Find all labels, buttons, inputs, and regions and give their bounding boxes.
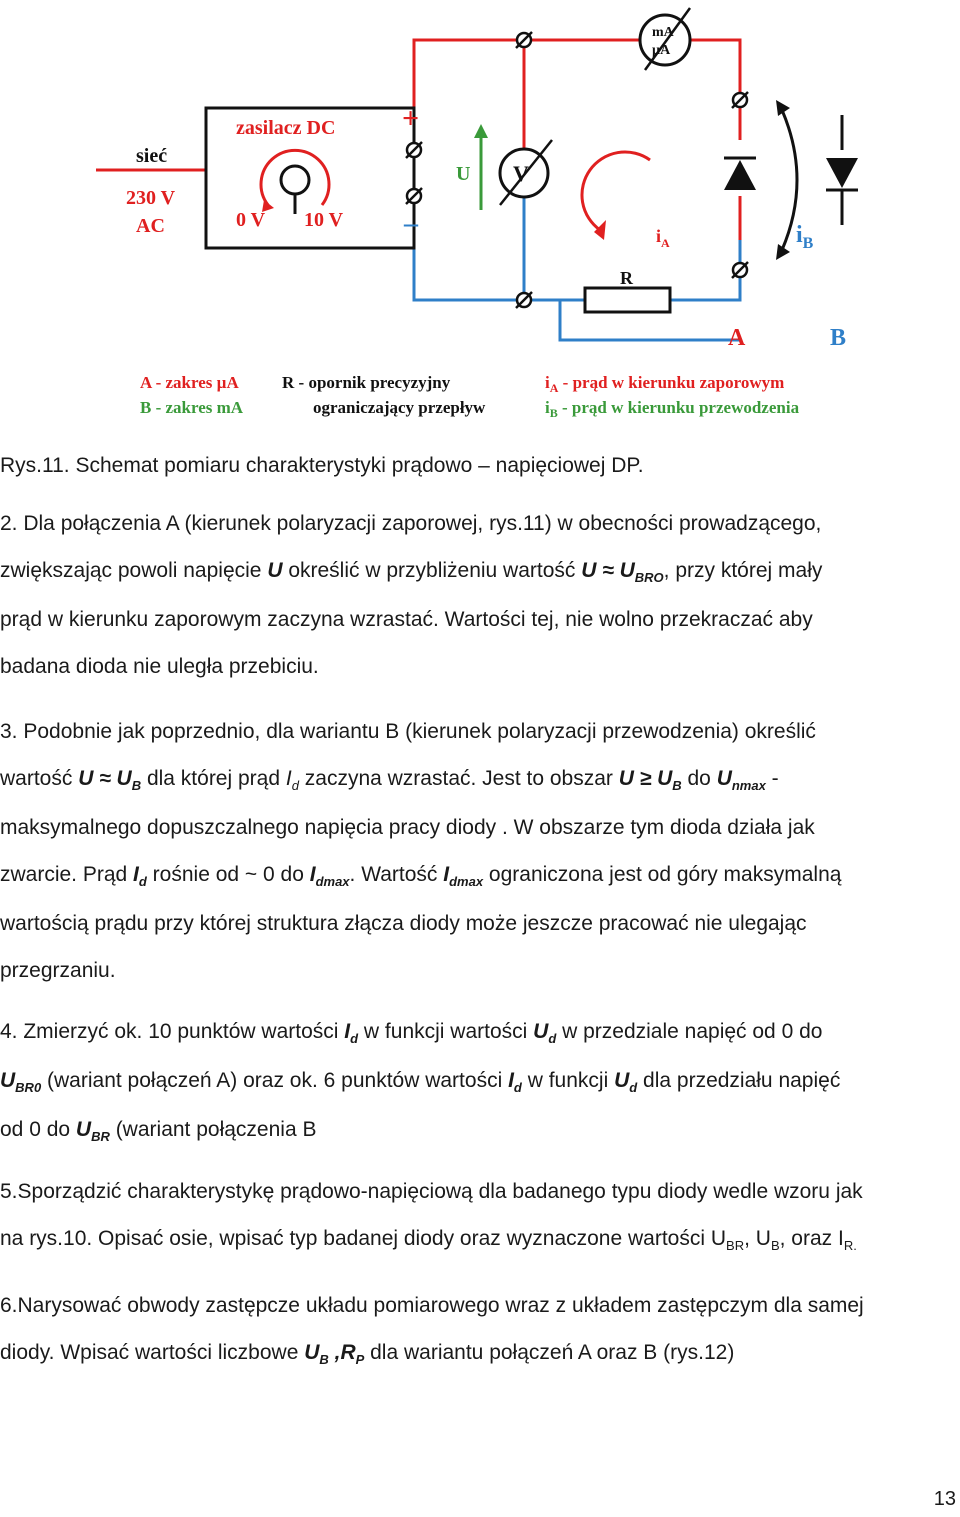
dial-min: 0 V (236, 209, 266, 231)
legend-r-line2: ograniczający przepływ (313, 398, 486, 417)
legend-ib: $i_B$ - prąd w kierunku przewodzenia (545, 398, 800, 420)
resistor (585, 288, 670, 312)
ammeter-label-bottom: µA (652, 43, 671, 58)
step-5 (0, 1168, 960, 1264)
step-3-line-5: wartością prądu przy której struktura złącza diody może jeszcze pracować nie ulegając (0, 912, 807, 935)
mains-label: sieć (136, 145, 168, 167)
step-6-line-2: diody. Wpisać wartości liczbowe $U_B$ $,R_P$ dla wariantu połączeń A oraz B (rys.12) (0, 1341, 735, 1367)
step-3-line-4: zwarcie. Prąd $I_d$ rośnie od ~ 0 do $I_{dmax}$. Wartość $I_{dmax}$ ograniczona jest od góry maksymalną (0, 863, 842, 889)
current-b-label: $i_B$ (796, 222, 814, 252)
step-2-line-2: zwiększając powoli napięcie U określić w przybliżeniu wartość $U \approx U_{BRO}$, przy której mały (0, 559, 823, 585)
legend-a-range: A - zakres µA (140, 373, 239, 392)
step-2-line-4: badana dioda nie uległa przebiciu. (0, 655, 319, 678)
step-3-line-1: 3. Podobnie jak poprzednio, dla wariantu B (kierunek polaryzacji przewodzenia) określić (0, 720, 816, 743)
swap-arrow (782, 110, 797, 250)
legend-b-range: B - zakres mA (140, 398, 244, 417)
page-number: 13 (933, 1488, 956, 1510)
voltage-label: U (456, 163, 471, 185)
mains-type: AC (136, 215, 165, 237)
step-4-line-2: $U_{BR0}$ (wariant połączeń A) oraz ok. 6 punktów wartości $I_d$ w funkcji $U_d$ dla przedziału napięć (0, 1069, 841, 1095)
dial-max: 10 V (304, 209, 344, 231)
diode-a (724, 158, 756, 190)
step-2 (0, 500, 960, 690)
resistor-label: R (620, 268, 633, 288)
step-5-line-1: 5.Sporządzić charakterystykę prądowo-napięciową dla badanego typu diody wedle wzoru jak (0, 1180, 863, 1203)
negative-wires (414, 196, 740, 340)
step-3 (0, 708, 960, 994)
voltmeter-label: V (513, 161, 529, 186)
mains-voltage: 230 V (126, 187, 176, 209)
variant-a-label: A (728, 325, 746, 351)
current-a-label: $i_A$ (656, 226, 670, 250)
ammeter-label-top: mA (652, 25, 674, 40)
diode-b (826, 115, 858, 225)
step-6 (0, 1282, 960, 1378)
positive-wires (96, 40, 740, 240)
step-3-line-6: przegrzaniu. (0, 959, 116, 982)
current-loop-arrow (582, 152, 650, 230)
step-4-line-3: od 0 do $U_{BR}$ (wariant połączenia B (0, 1118, 317, 1144)
figure-caption: Rys.11. Schemat pomiaru charakterystyki prądowo – napięciowej DP. (0, 454, 644, 477)
step-3-line-3: maksymalnego dopuszczalnego napięcia pracy diody . W obszarze tym dioda działa jak (0, 816, 815, 839)
step-2-line-1: 2. Dla połączenia A (kierunek polaryzacji zaporowej, rys.11) w obecności prowadzącego, (0, 512, 822, 535)
measurement-circuit-diagram (0, 0, 960, 430)
step-3-line-2: wartość $U \approx U_B$ dla której prąd $I_d$ zaczyna wzrastać. Jest to obszar $U \ge U_B$ do $U_{nmax}$ - (0, 767, 779, 793)
legend-ia: $i_A$ - prąd w kierunku zaporowym (545, 373, 785, 395)
step-5-line-2: na rys.10. Opisać osie, wpisać typ badanej diody oraz wyznaczone wartości $U_{BR}$, $U_B$, oraz $I_{R.}$ (0, 1227, 857, 1253)
step-4 (0, 1008, 960, 1155)
variant-b-label: B (830, 325, 847, 351)
step-4-line-1: 4. Zmierzyć ok. 10 punktów wartości $I_d$ w funkcji wartości $U_d$ w przedziale napięć od 0 do (0, 1020, 823, 1046)
step-2-line-3: prąd w kierunku zaporowym zaczyna wzrastać. Wartości tej, nie wolno przekraczać aby (0, 608, 813, 631)
legend-r-line1: R - opornik precyzyjny (282, 373, 451, 392)
step-6-line-1: 6.Narysować obwody zastępcze układu pomiarowego wraz z układem zastępczym dla samej (0, 1294, 864, 1317)
minus-sign: – (404, 208, 418, 239)
supply-title: zasilacz DC (236, 117, 336, 139)
plus-sign: + (402, 102, 420, 135)
